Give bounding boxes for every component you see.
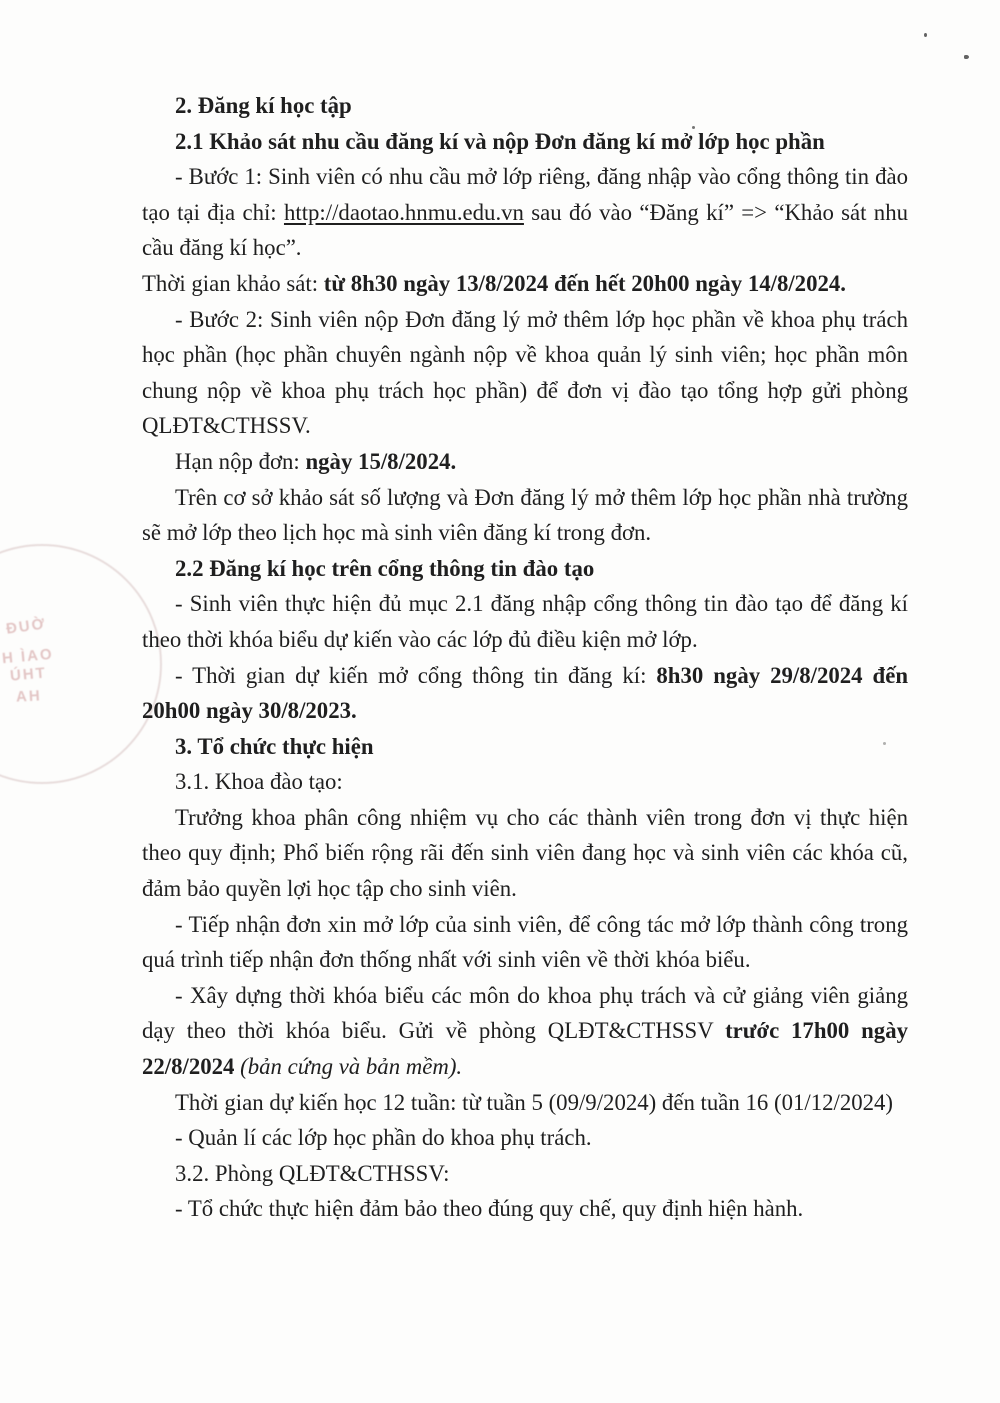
para-receive-applications xyxy=(142,907,908,978)
stamp-text-fragment: ÚHT xyxy=(9,664,48,685)
text-run: - Tổ chức thực hiện đảm bảo theo đúng quy chế, quy định hiện hành. xyxy=(175,1196,804,1222)
text-run: - Bước 2: Sinh viên nộp Đơn đăng lý mở thêm lớp học phần về khoa phụ trách học phần (học phần chuyên ngành nộp về khoa quản lý sinh viên; học phần môn chung nộp về khoa phụ trách học phần) để đơn vị đào tạo tổng hợp gửi phòng QLĐT&CTHSSV. xyxy=(142,306,908,439)
text-run: 2. Đăng kí học tập xyxy=(175,93,352,118)
text-run: - Quản lí các lớp học phần do khoa phụ trách. xyxy=(175,1125,592,1151)
text-run: sau đó vào “Đăng kí” => “Khảo sát nhu cầu đăng kí học”. xyxy=(142,199,908,261)
portal-url: http://daotao.hnmu.edu.vn xyxy=(283,199,524,225)
para-manage-classes xyxy=(142,1120,908,1156)
stamp-text-fragment: H ÌAO xyxy=(1,645,55,668)
text-run: - Xây dựng thời khóa biểu các môn do khoa phụ trách và cử giảng viên giảng dạy theo thời khóa biểu. Gửi về phòng QLĐT&CTHSSV xyxy=(142,982,908,1044)
para-survey-time xyxy=(142,266,908,302)
text-run: Trên cơ sở khảo sát số lượng và Đơn đăng lý mở thêm lớp học phần nhà trường sẽ mở lớp theo lịch học mà sinh viên đăng kí trong đơn. xyxy=(142,484,908,546)
text-run: - Thời gian dự kiến mở cổng thông tin đăng kí: xyxy=(175,662,657,688)
para-deadline xyxy=(142,444,908,480)
text-run: (bản cứng và bản mềm). xyxy=(240,1054,463,1080)
text-run: 2.2 Đăng kí học trên cổng thông tin đào tạo xyxy=(175,555,595,581)
scan-speck xyxy=(924,33,927,37)
heading-section-2-1 xyxy=(142,124,908,160)
para-portal-open-time xyxy=(142,658,908,729)
para-implement-regulations xyxy=(142,1191,908,1227)
text-run: - Tiếp nhận đơn xin mở lớp của sinh viên, để công tác mở lớp thành công trong quá trình tiếp nhận đơn thống nhất với sinh viên về thời khóa biểu. xyxy=(142,911,908,973)
scan-speck xyxy=(964,55,969,59)
scan-speck xyxy=(692,126,695,129)
para-step-2 xyxy=(142,302,908,444)
para-build-timetable xyxy=(142,978,908,1085)
document-body xyxy=(142,88,908,1227)
heading-section-3-1 xyxy=(142,764,908,800)
scan-speck xyxy=(883,742,886,745)
stamp-text-fragment: AH xyxy=(15,687,43,706)
text-run: - Bước 1: Sinh viên có nhu cầu mở lớp riêng, đăng nhập vào cổng thông tin đào tạo tại địa chỉ: xyxy=(142,164,908,225)
para-portal-registration xyxy=(142,586,908,657)
text-run: 2.1 Khảo sát nhu cầu đăng kí và nộp Đơn đăng kí mở lớp học phần xyxy=(175,128,825,154)
text-run: Trưởng khoa phân công nhiệm vụ cho các thành viên trong đơn vị thực hiện theo quy định; Phổ biến rộng rãi đến sinh viên đang học và sinh viên các khóa cũ, đảm bảo quyền lợi học tập cho sinh viên. xyxy=(142,804,908,902)
stamp-text-fragment: ĐUỜ xyxy=(5,615,48,638)
stamp-circle-outline xyxy=(0,544,162,784)
text-run: 3.2. Phòng QLĐT&CTHSSV: xyxy=(175,1160,450,1186)
text-run: Hạn nộp đơn: xyxy=(175,448,306,474)
heading-section-2 xyxy=(142,88,908,124)
heading-section-2-2 xyxy=(142,551,908,587)
para-step-1 xyxy=(142,159,908,266)
text-run: Thời gian khảo sát: xyxy=(142,270,324,296)
text-run: - Sinh viên thực hiện đủ mục 2.1 đăng nhập cổng thông tin đào tạo để đăng kí theo thời khóa biểu dự kiến vào các lớp đủ điều kiện mở lớp. xyxy=(142,591,908,652)
para-based-on-survey xyxy=(142,480,908,551)
para-dept-head-duty xyxy=(142,800,908,907)
text-run: 8h30 ngày 29/8/2024 đến 20h00 ngày 30/8/2023. xyxy=(142,662,909,724)
para-study-duration xyxy=(142,1085,908,1121)
text-run: 3. Tổ chức thực hiện xyxy=(175,733,374,759)
heading-section-3-2 xyxy=(142,1156,908,1192)
heading-section-3 xyxy=(142,729,908,765)
text-run: ngày 15/8/2024. xyxy=(305,448,457,474)
text-run: Thời gian dự kiến học 12 tuần: từ tuần 5 (09/9/2024) đến tuần 16 (01/12/2024) xyxy=(175,1089,894,1115)
text-run: từ 8h30 ngày 13/8/2024 đến hết 20h00 ngày 14/8/2024. xyxy=(323,270,846,296)
text-run: 3.1. Khoa đào tạo: xyxy=(175,769,343,795)
text-run: trước 17h00 ngày 22/8/2024 xyxy=(142,1018,908,1080)
